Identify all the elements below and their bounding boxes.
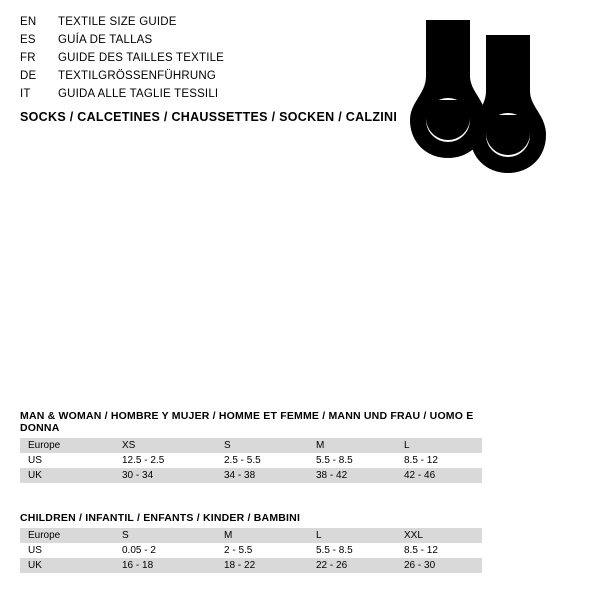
table-cell: S bbox=[216, 438, 308, 453]
table-cell: S bbox=[114, 528, 216, 543]
table-cell: 12.5 - 2.5 bbox=[114, 453, 216, 468]
table-row bbox=[20, 453, 482, 468]
table-cell: US bbox=[20, 453, 114, 468]
table-cell: L bbox=[396, 438, 482, 453]
table-row bbox=[20, 528, 482, 543]
language-text: GUIDE DES TAILLES TEXTILE bbox=[58, 52, 225, 64]
table-cell: 38 - 42 bbox=[308, 468, 396, 483]
table-cell: 8.5 - 12 bbox=[396, 453, 482, 468]
language-row bbox=[20, 70, 400, 88]
table-cell: 18 - 22 bbox=[216, 558, 308, 573]
table-cell: L bbox=[308, 528, 396, 543]
language-code: DE bbox=[20, 70, 37, 82]
table-cell: 0.05 - 2 bbox=[114, 543, 216, 558]
language-code: IT bbox=[20, 88, 31, 100]
table-title: CHILDREN / INFANTIL / ENFANTS / KINDER / BAMBINI bbox=[20, 512, 301, 524]
language-code: ES bbox=[20, 34, 36, 46]
table-section-man-woman bbox=[20, 410, 482, 483]
language-row bbox=[20, 16, 400, 34]
table-cell: M bbox=[216, 528, 308, 543]
language-code: FR bbox=[20, 52, 36, 64]
table-cell: 5.5 - 8.5 bbox=[308, 543, 396, 558]
table-cell: 30 - 34 bbox=[114, 468, 216, 483]
table-cell: 42 - 46 bbox=[396, 468, 482, 483]
table-row bbox=[20, 468, 482, 483]
table-cell: 22 - 26 bbox=[308, 558, 396, 573]
table-row bbox=[20, 558, 482, 573]
language-text: TEXTILE SIZE GUIDE bbox=[58, 16, 177, 28]
size-table-man-woman bbox=[20, 438, 482, 483]
table-section-children bbox=[20, 512, 482, 573]
table-cell: 2.5 - 5.5 bbox=[216, 453, 308, 468]
language-text: TEXTILGRÖSSENFÜHRUNG bbox=[58, 70, 216, 82]
language-list bbox=[20, 16, 400, 106]
table-title: MAN & WOMAN / HOMBRE Y MUJER / HOMME ET FEMME / MANN UND FRAU / UOMO E DONNA bbox=[20, 410, 474, 434]
language-code: EN bbox=[20, 16, 37, 28]
table-cell: US bbox=[20, 543, 114, 558]
table-cell: 16 - 18 bbox=[114, 558, 216, 573]
table-row bbox=[20, 543, 482, 558]
size-table-children bbox=[20, 528, 482, 573]
table-cell: UK bbox=[20, 558, 114, 573]
table-cell: M bbox=[308, 438, 396, 453]
table-cell: Europe bbox=[20, 438, 114, 453]
language-text: GUÍA DE TALLAS bbox=[58, 34, 153, 46]
table-cell: 5.5 - 8.5 bbox=[308, 453, 396, 468]
language-row bbox=[20, 52, 400, 70]
table-cell: 2 - 5.5 bbox=[216, 543, 308, 558]
table-cell: XS bbox=[114, 438, 216, 453]
table-cell: 26 - 30 bbox=[396, 558, 482, 573]
table-cell: 8.5 - 12 bbox=[396, 543, 482, 558]
socks-icon bbox=[408, 18, 568, 173]
table-row bbox=[20, 438, 482, 453]
language-text: GUIDA ALLE TAGLIE TESSILI bbox=[58, 88, 219, 100]
table-cell: UK bbox=[20, 468, 114, 483]
table-cell: Europe bbox=[20, 528, 114, 543]
language-row bbox=[20, 34, 400, 52]
table-cell: 34 - 38 bbox=[216, 468, 308, 483]
table-cell: XXL bbox=[396, 528, 482, 543]
page-title: SOCKS / CALCETINES / CHAUSSETTES / SOCKEN / CALZINI bbox=[20, 110, 398, 124]
language-row bbox=[20, 88, 400, 106]
